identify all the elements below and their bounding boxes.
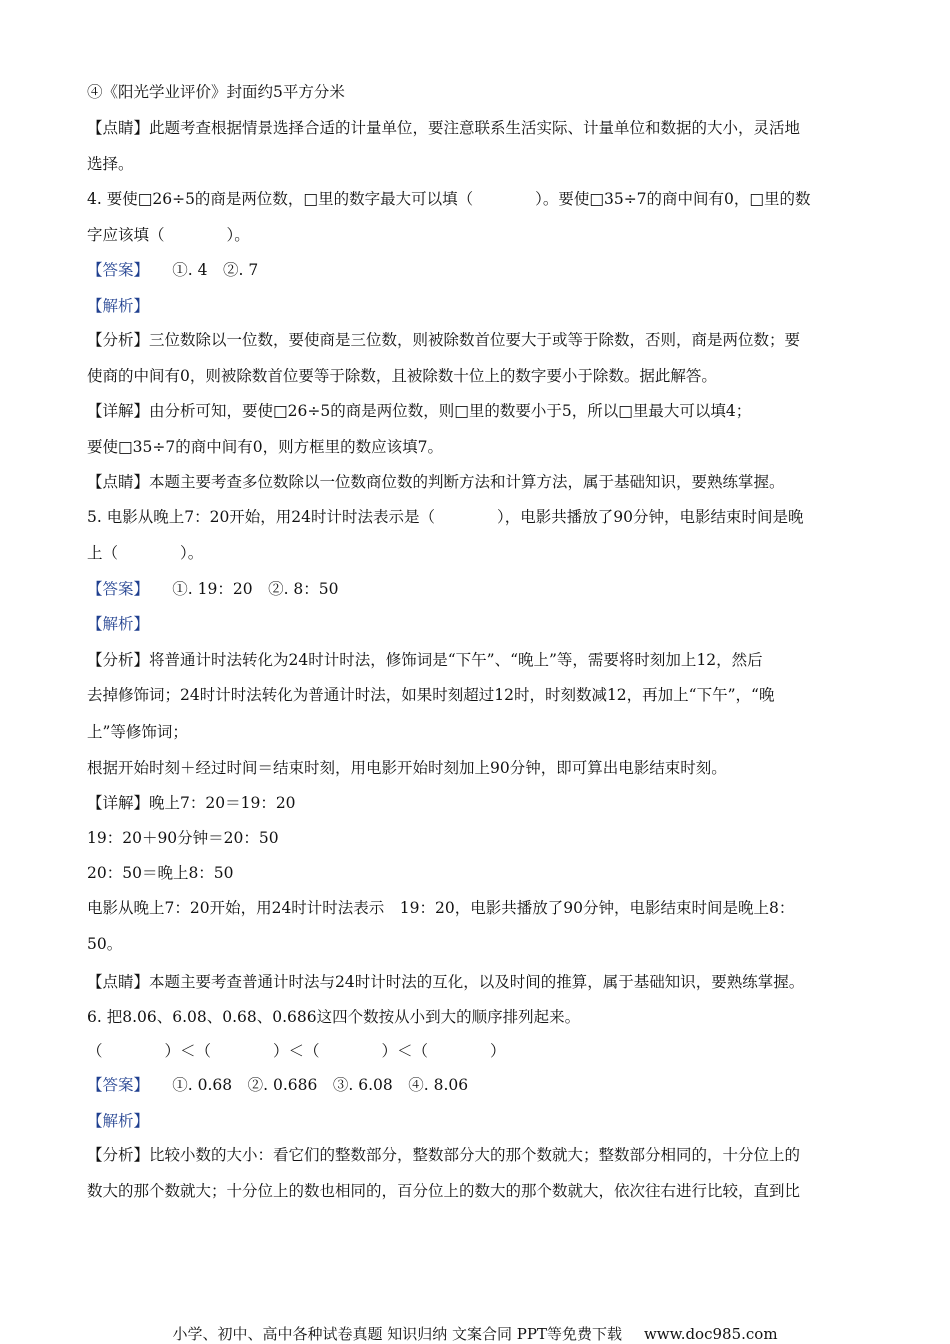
line-text: 将普通计时法转化为24时计时法，修饰词是“下午”、“晚上”等，需要将时刻加上12，然后 <box>149 651 763 669</box>
text-line <box>87 437 877 457</box>
text-line <box>87 1007 877 1027</box>
line-text: 20：50＝晚上8：50 <box>87 864 234 882</box>
text-line <box>87 366 877 386</box>
line-text: 本题主要考查普通计时法与24时计时法的互化，以及时间的推算，属于基础知识，要熟练掌握。 <box>149 973 805 991</box>
text-line <box>87 1041 877 1061</box>
text-line <box>87 685 877 705</box>
line-text: ①. 0.68 ②. 0.686 ③. 6.08 ④. 8.06 <box>141 1076 469 1094</box>
text-line <box>87 225 877 245</box>
section-tag: 【详解】 <box>87 794 150 812</box>
section-tag: 【点睛】 <box>87 973 150 991</box>
section-tag: 【详解】 <box>87 402 150 420</box>
text-line <box>87 1075 877 1095</box>
text-line <box>87 1111 877 1131</box>
text-line <box>87 1181 877 1201</box>
text-line <box>87 189 877 209</box>
section-tag: 【解析】 <box>87 1112 150 1130</box>
line-text: 由分析可知，要使□26÷5的商是两位数，则□里的数要小于5，所以□里最大可以填4； <box>149 402 752 420</box>
text-line <box>87 82 877 102</box>
text-line <box>87 863 877 883</box>
line-text: 根据开始时刻＋经过时间＝结束时刻，用电影开始时刻加上90分钟，即可算出电影结束时刻。 <box>87 759 727 777</box>
text-line <box>87 722 877 742</box>
line-text: 上”等修饰词； <box>87 723 188 741</box>
section-tag: 【分析】 <box>87 1146 150 1164</box>
line-text: ①. 19：20 ②. 8：50 <box>141 580 339 598</box>
text-line <box>87 330 877 350</box>
page-footer <box>0 1324 950 1344</box>
section-tag: 【点睛】 <box>87 473 150 491</box>
text-line <box>87 758 877 778</box>
line-text: 6. 把8.06、6.08、0.68、0.686这四个数按从小到大的顺序排列起来。 <box>87 1008 581 1026</box>
line-text: 三位数除以一位数，要使商是三位数，则被除数首位要大于或等于除数，否则，商是两位数；要 <box>149 331 801 349</box>
line-text: 此题考查根据情景选择合适的计量单位，要注意联系生活实际、计量单位和数据的大小，灵活地 <box>149 119 801 137</box>
line-text: 电影从晚上7：20开始，用24时计时法表示 19：20，电影共播放了90分钟，电影结束时间是晚上8： <box>87 899 795 917</box>
text-line <box>87 154 877 174</box>
footer-url-link[interactable]: www.doc985.com <box>643 1325 778 1343</box>
line-text: 数大的那个数就大；十分位上的数也相同的，百分位上的数大的那个数就大，依次往右进行比较，直到比 <box>87 1182 801 1200</box>
text-line <box>87 614 877 634</box>
section-tag: 【点睛】 <box>87 119 150 137</box>
text-line <box>87 401 877 421</box>
text-line <box>87 579 877 599</box>
text-line <box>87 1145 877 1165</box>
text-line <box>87 507 877 527</box>
text-line <box>87 650 877 670</box>
text-line <box>87 472 877 492</box>
text-line <box>87 972 877 992</box>
line-text: （ ）＜（ ）＜（ ）＜（ ） <box>87 1042 506 1060</box>
section-tag: 【分析】 <box>87 651 150 669</box>
text-line <box>87 793 877 813</box>
line-text: 晚上7：20＝19：20 <box>149 794 296 812</box>
line-text: 比较小数的大小：看它们的整数部分，整数部分大的那个数就大；整数部分相同的，十分位上的 <box>149 1146 801 1164</box>
footer-text: 小学、初中、高中各种试卷真题 知识归纳 文案合同 PPT等免费下载 <box>172 1325 622 1343</box>
text-line <box>87 118 877 138</box>
text-line <box>87 260 877 280</box>
line-text: 要使□35÷7的商中间有0，则方框里的数应该填7。 <box>87 438 443 456</box>
line-text: 5. 电影从晚上7：20开始，用24时计时法表示是（ ），电影共播放了90分钟，电影结束时间是晚 <box>87 508 804 526</box>
text-line <box>87 828 877 848</box>
line-text: ①. 4 ②. 7 <box>141 261 259 279</box>
section-tag: 【答案】 <box>87 1076 142 1094</box>
text-line <box>87 934 877 954</box>
line-text: ④《阳光学业评价》封面约5平方分米 <box>87 83 345 101</box>
text-line <box>87 543 877 563</box>
text-line <box>87 296 877 316</box>
section-tag: 【答案】 <box>87 261 142 279</box>
line-text: 4. 要使□26÷5的商是两位数，□里的数字最大可以填（ ）。要使□35÷7的商中间有0，□里的数 <box>87 190 811 208</box>
section-tag: 【解析】 <box>87 615 150 633</box>
line-text: 选择。 <box>87 155 134 173</box>
line-text: 19：20＋90分钟＝20：50 <box>87 829 279 847</box>
line-text: 字应该填（ ）。 <box>87 226 250 244</box>
line-text: 去掉修饰词；24时计时法转化为普通计时法，如果时刻超过12时，时刻数减12，再加上“下午”，“晚 <box>87 686 775 704</box>
section-tag: 【解析】 <box>87 297 150 315</box>
line-text: 50。 <box>87 935 123 953</box>
section-tag: 【分析】 <box>87 331 150 349</box>
line-text: 上（ ）。 <box>87 544 204 562</box>
text-line <box>87 898 877 918</box>
line-text: 使商的中间有0，则被除数首位要等于除数，且被除数十位上的数字要小于除数。据此解答。 <box>87 367 717 385</box>
line-text: 本题主要考查多位数除以一位数商位数的判断方法和计算方法，属于基础知识，要熟练掌握。 <box>149 473 785 491</box>
section-tag: 【答案】 <box>87 580 142 598</box>
